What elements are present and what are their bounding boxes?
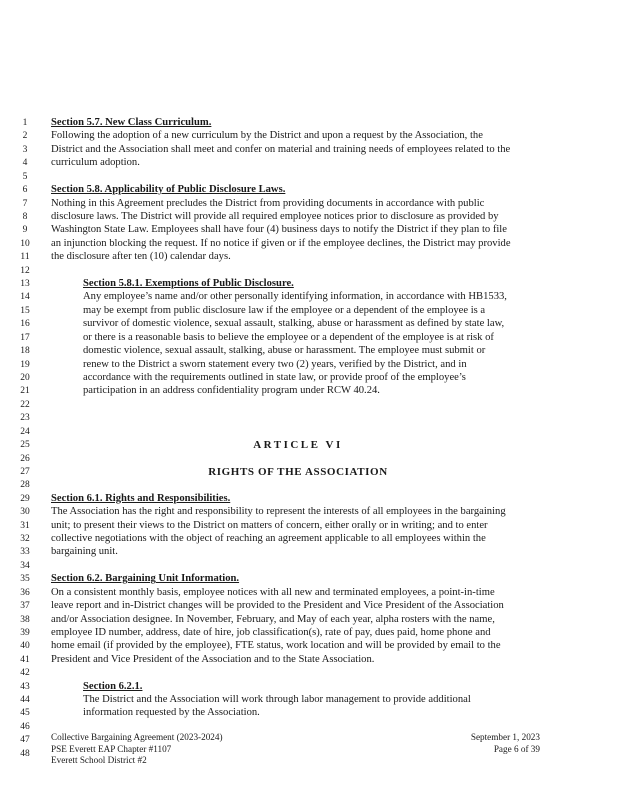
line-number: 19 [20, 359, 30, 370]
footer-date: September 1, 2023 [470, 732, 540, 742]
document-line [0, 250, 620, 264]
section-heading: Section 5.7. New Class Curriculum. [51, 117, 212, 128]
line-number: 9 [22, 225, 28, 236]
line-text: information requested by the Association. [83, 707, 260, 719]
article-title: ARTICLE VI [253, 439, 343, 452]
section-heading: Section 5.8.1. Exemptions of Public Disclosure. [83, 278, 294, 290]
document-line [0, 478, 620, 492]
line-number: 40 [20, 641, 30, 652]
line-text: survivor of domestic violence, sexual assault, stalking, abuse or harassment as defined by state law, [83, 318, 505, 330]
line-text: accordance with the requirements outlined in state law, or provide proof of the employee’s [83, 371, 466, 383]
document-line [0, 411, 620, 425]
line-number: 42 [20, 668, 30, 679]
document-line [0, 129, 620, 143]
line-number: 17 [20, 332, 30, 343]
line-number: 48 [20, 748, 30, 759]
footer-page-number: Page 6 of 39 [493, 743, 540, 754]
line-text: On a consistent monthly basis, employee notices with all new and terminated employees, a point-in-time [51, 586, 495, 598]
document-line [0, 156, 620, 170]
footer-right [471, 732, 540, 755]
document-line [0, 545, 620, 559]
document-line [0, 290, 620, 304]
line-number: 1 [22, 118, 28, 128]
line-number: 27 [20, 466, 30, 477]
line-number: 32 [20, 534, 30, 545]
document-line [0, 599, 620, 613]
line-number: 41 [20, 654, 30, 665]
line-number: 46 [20, 721, 30, 732]
document-line [0, 277, 620, 291]
document-line [0, 626, 620, 640]
line-number: 2 [22, 131, 28, 142]
line-number: 23 [20, 413, 30, 424]
line-number: 3 [22, 144, 28, 155]
line-text: and/or Association designee. In November, February, and May of each year, alpha rosters with the name, [51, 613, 495, 625]
line-number: 28 [20, 480, 30, 491]
section-heading: Section 5.8. Applicability of Public Disclosure Laws. [51, 184, 286, 196]
document-line [0, 237, 620, 251]
document-line [0, 706, 620, 720]
line-text: an injunction blocking the request. If no notice if given or if the employee declines, the District may provide [51, 237, 511, 249]
document-line [0, 465, 620, 479]
document-line [0, 666, 620, 680]
document-line [0, 344, 620, 358]
document-line [0, 519, 620, 533]
footer-left [51, 732, 223, 767]
line-number: 21 [20, 386, 30, 397]
line-text: the disclosure after ten (10) calendar days. [51, 251, 231, 263]
document-line [0, 532, 620, 546]
document-line [0, 264, 620, 278]
line-text: collective negotiations with the object of reaching an agreement applicable to all employees within the [51, 533, 486, 545]
line-text: or there is a reasonable basis to believe the employee or a dependent of the employee is at risk of [83, 331, 494, 343]
line-text: President and Vice President of the Association and to the State Association. [51, 653, 375, 665]
document-line [0, 170, 620, 184]
line-text: participation in an address confidentiality program under RCW 40.24. [83, 385, 380, 397]
document-line [0, 143, 620, 157]
footer-chapter: PSE Everett EAP Chapter #1107 [51, 743, 172, 754]
line-text: leave report and in-District changes will be provided to the President and Vice President of the Association [51, 600, 504, 612]
line-number: 35 [20, 574, 30, 585]
line-text: disclosure laws. The District will provide all required employee notices prior to disclosure as provided by [51, 210, 499, 222]
document-line [0, 613, 620, 627]
line-text: Any employee’s name and/or other personally identifying information, in accordance with HB1533, [83, 291, 507, 303]
document-line [0, 505, 620, 519]
line-number: 36 [20, 587, 30, 598]
line-text: District and the Association shall meet and confer on material and training needs of employees related to the [51, 143, 511, 155]
footer-agreement-title: Collective Bargaining Agreement (2023-2024) [51, 732, 223, 742]
document-line [0, 572, 620, 586]
document-line [0, 398, 620, 412]
line-number: 5 [22, 171, 28, 182]
document-line [0, 680, 620, 694]
line-number: 25 [20, 440, 30, 451]
line-text: unit; to present their views to the District on matters of concern, either orally or in writing; and to enter [51, 519, 488, 531]
line-number: 16 [20, 319, 30, 330]
line-number: 15 [20, 305, 30, 316]
line-number: 12 [20, 265, 30, 276]
line-number: 34 [20, 560, 30, 571]
line-text: The District and the Association will work through labor management to provide additional [83, 694, 471, 706]
line-text: Nothing in this Agreement precludes the District from providing documents in accordance with public [51, 197, 485, 209]
line-number: 6 [22, 185, 28, 196]
line-number: 14 [20, 292, 30, 303]
footer-district: Everett School District #2 [51, 755, 147, 765]
line-text: employee ID number, address, date of hire, job classification(s), rate of pay, dues paid, home phone and [51, 626, 491, 638]
line-text: renew to the District a sworn statement every two (2) years, verified by the District, and in [83, 358, 467, 370]
document-line [0, 438, 620, 452]
document-line [0, 197, 620, 211]
document-line [0, 223, 620, 237]
line-number: 30 [20, 507, 30, 518]
document-line [0, 492, 620, 506]
line-number: 47 [20, 735, 30, 746]
section-heading: Section 6.2. Bargaining Unit Information. [51, 573, 240, 585]
document-line [0, 639, 620, 653]
line-number: 38 [20, 614, 30, 625]
document-line [0, 559, 620, 573]
document-line [0, 452, 620, 466]
line-text: may be exempt from public disclosure law if the employee or a dependent of the employee is a [83, 304, 486, 316]
line-text: domestic violence, sexual assault, stalking, abuse or harassment. The employee must submit or [83, 345, 486, 357]
document-line [0, 425, 620, 439]
document-line [0, 116, 620, 130]
line-number: 43 [20, 681, 30, 692]
document-line [0, 586, 620, 600]
document-line [0, 693, 620, 707]
line-number: 31 [20, 520, 30, 531]
line-number: 8 [22, 211, 28, 222]
line-text: Washington State Law. Employees shall have four (4) business days to notify the District if they plan to file [51, 224, 507, 236]
line-text: bargaining unit. [51, 546, 118, 558]
section-heading: Section 6.2.1. [83, 680, 143, 692]
line-text: The Association has the right and responsibility to represent the interests of all employees in the bargaining [51, 506, 506, 518]
line-text: curriculum adoption. [51, 157, 140, 169]
line-number: 22 [20, 399, 30, 410]
line-text: Following the adoption of a new curriculum by the District and upon a request by the Association, the [51, 130, 483, 142]
line-number: 26 [20, 453, 30, 464]
line-number: 4 [22, 158, 28, 169]
line-number: 44 [20, 695, 30, 706]
line-number: 20 [20, 372, 30, 383]
section-heading: Section 6.1. Rights and Responsibilities. [51, 492, 231, 504]
document-line [0, 210, 620, 224]
document-line [0, 384, 620, 398]
document-line [0, 371, 620, 385]
line-number: 11 [20, 252, 30, 263]
line-number: 45 [20, 708, 30, 719]
line-number: 10 [20, 238, 30, 249]
line-number: 13 [20, 279, 30, 290]
document-line [0, 358, 620, 372]
line-number: 18 [20, 346, 30, 357]
line-number: 33 [20, 547, 30, 558]
document-line [0, 304, 620, 318]
line-number: 39 [20, 627, 30, 638]
document-line [0, 331, 620, 345]
line-number: 29 [20, 493, 30, 504]
line-text: home email (if provided by the employee), FTE status, work location and will be provided by email to the [51, 640, 501, 652]
article-subtitle: RIGHTS OF THE ASSOCIATION [208, 465, 388, 478]
document-line [0, 317, 620, 331]
document-line [0, 653, 620, 667]
line-number: 7 [22, 198, 28, 209]
line-number: 24 [20, 426, 30, 437]
line-number: 37 [20, 601, 30, 612]
document-line [0, 183, 620, 197]
